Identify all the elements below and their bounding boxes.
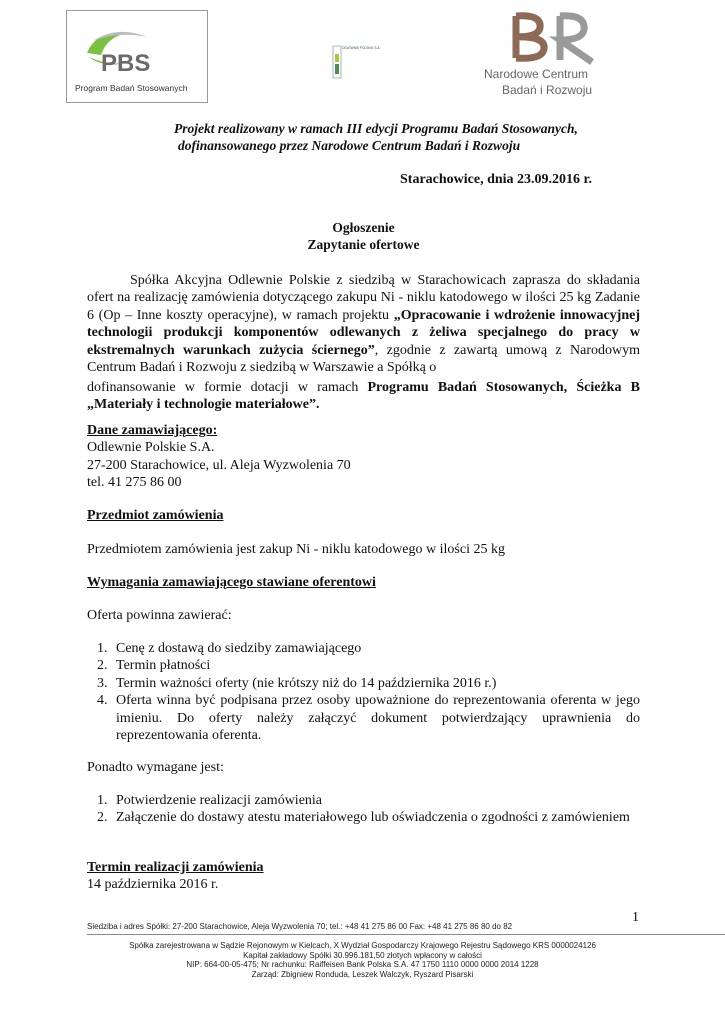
page-number: 1 [632,910,639,925]
footer-line-3: NIP: 664-00-05-475; Nr rachunku: Raiffeisen Bank Polska S.A. 47 1750 1110 0000 0000 2014 1228 [186,960,539,970]
ncbr-logo-line1: Narodowe Centrum [484,67,589,81]
list-item-number: 2. [97,810,108,826]
intro-text: Spółka Akcyjna Odlewnie Polskie z siedzibą w Starachowicach zaprasza do składania ofert na realizację zamówienia dotyczącego zakupu Ni - niklu katodowego w ilości 25 kg Zadanie 6 (Op – Inne koszty operacyjne), w ramach projektu [87,273,640,323]
odlewnie-logo-graphic [328,40,381,84]
requirements-list [87,640,640,744]
list-item-text: Cenę z dostawą do siedziby zamawiającego [116,641,362,656]
project-line-1: Projekt realizowany w ramach III edycji Programu Badań Stosowanych, [174,121,578,136]
project-title: „Opracowanie i wdrożenie innowacyjnej technologii produkcji komponentów odlewanych z żeliwa specjalnego do pracy w ekstremalnych warunkach zużycia ściernego” [87,307,640,358]
ordering-party-phone: tel. 41 275 86 00 [87,475,182,491]
pbs-logo-graphic [67,11,207,102]
ordering-party-heading: Dane zamawiającego: [87,423,218,438]
list-item [87,692,640,744]
footer-registration [0,941,725,979]
requirements-intro: Oferta powinna zawierać: [87,608,232,623]
list-item [87,675,640,692]
list-item-text: Załączenie do dostawy atestu materiałowego lub oświadczenia o zgodności z zamówieniem [116,810,630,826]
deadline-date: 14 października 2016 r. [87,877,219,892]
additional-intro: Ponadto wymagane jest: [87,760,224,775]
subject-text: Przedmiotem zamówienia jest zakup Ni - niklu katodowego w ilości 25 kg [87,542,505,557]
requirements-heading: Wymagania zamawiającego stawiane oferentowi [87,575,376,590]
footer-line-2: Kapitał zakładowy Spółki 30.996.181,50 złotych wpłacony w całości [243,950,482,960]
ncbr-logo [480,10,640,102]
footer-line-1: Spółka zarejestrowana w Sądzie Rejonowym w Kielcach, X Wydział Gospodarczy Krajowego Rejestru Sądowego KRS 0000024126 [129,941,596,950]
odlewnie-logo-text: ODLEWNIE POLSKIE S.A. [342,46,381,50]
intro-paragraph [87,272,640,376]
list-item [87,640,640,657]
ordering-party-address: 27-200 Starachowice, ul. Aleja Wyzwolenia 70 [87,457,351,473]
funding-paragraph [87,379,640,414]
ordering-party-name: Odlewnie Polskie S.A. [87,440,215,456]
list-item [87,809,640,826]
footer-address: Siedziba i adres Spółki: 27-200 Starachowice, Aleja Wyzwolenia 70; tel.: +48 41 275 86 00 Fax: +48 41 275 86 80 do 82 [87,922,513,931]
list-item [87,792,640,809]
list-item-text: Oferta winna być podpisana przez osoby upoważnione do reprezentowania oferenta w jego imieniu. Do oferty należy załączyć dokument potwierdzający uprawnienia do reprezentowania oferenta. [116,693,640,744]
footer-line-4: Zarząd: Zbigniew Ronduda, Leszek Walczyk, Ryszard Pisarski [251,969,474,979]
ordering-party-section [87,422,640,492]
project-line-2: dofinansowanego przez Narodowe Centrum Badań i Rozwoju [178,138,521,153]
pbs-logo-caption: Program Badań Stosowanych [75,83,188,93]
deadline-heading: Termin realizacji zamówienia [87,860,264,875]
list-item-number: 1. [97,641,108,656]
title-line-2: Zapytanie ofertowe [307,237,420,252]
list-item-text: Termin płatności [116,658,211,674]
list-item-text: Termin ważności oferty (nie krótszy niż do 14 października 2016 r.) [116,675,497,691]
list-item [87,657,640,674]
additional-list [87,792,640,827]
ncbr-logo-graphic [480,10,640,102]
list-item-text: Potwierdzenie realizacji zamówienia [116,793,323,808]
odlewnie-logo [328,40,381,84]
title-line-1: Ogłoszenie [332,220,395,235]
list-item-number: 2. [97,658,108,674]
program-name: Programu Badań Stosowanych, Ścieżka B „Materiały i technologie materiałowe”. [87,380,640,413]
list-item-number: 3. [97,675,108,691]
funding-text: dofinansowanie w formie dotacji w ramach [87,380,368,395]
pbs-logo [66,10,208,103]
subject-heading: Przedmiot zamówienia [87,508,224,523]
list-item-number: 1. [97,793,108,808]
intro-text-end: , zgodnie z zawartą umową z Narodowym Centrum Badań i Rozwoju z siedzibą w Warszawie a Spółką o [87,342,640,376]
pbs-logo-text: PBS [101,50,151,77]
list-item-number: 4. [97,693,108,709]
place-date: Starachowice, dnia 23.09.2016 r. [400,172,592,187]
ncbr-logo-line2: Badań i Rozwoju [502,83,593,97]
footer-divider [87,934,725,935]
